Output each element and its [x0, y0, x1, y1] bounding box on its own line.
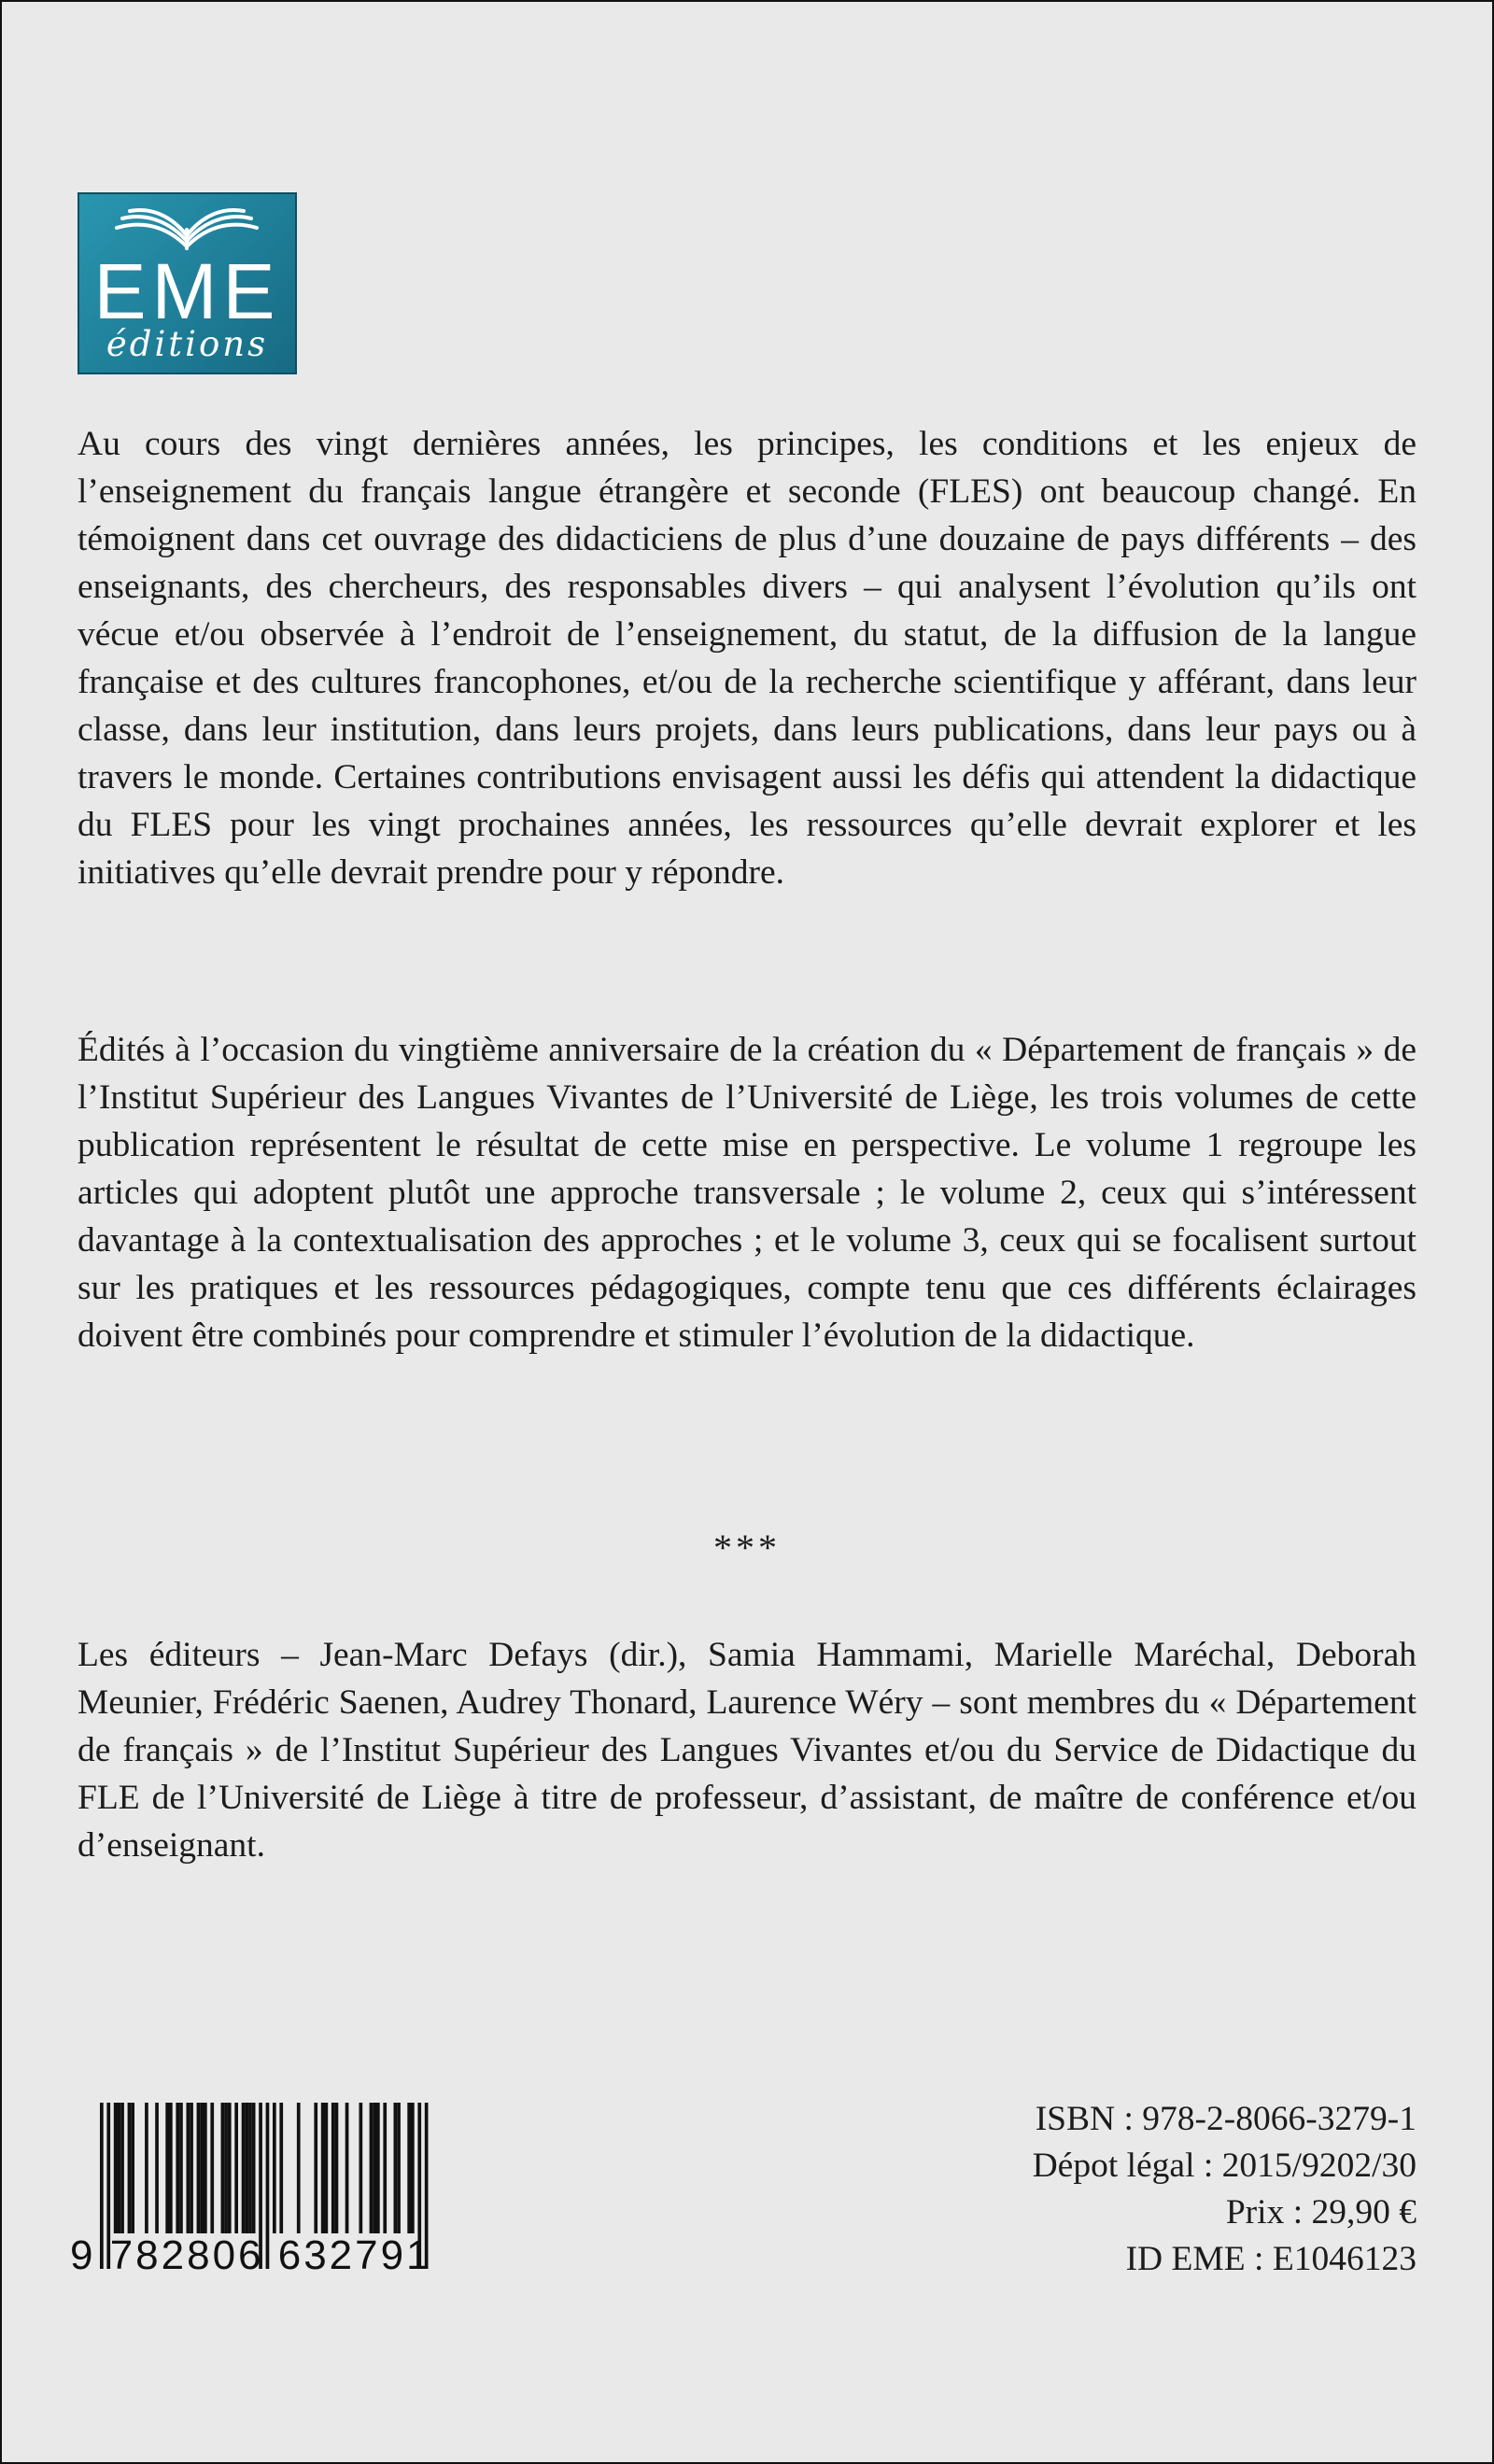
eme-id-text: ID EME : E1046123: [1125, 2240, 1416, 2278]
barcode-bar: [176, 2103, 179, 2233]
barcode-bar: [145, 2103, 148, 2233]
barcode-bar: [114, 2103, 118, 2233]
barcode-bar: [273, 2103, 276, 2233]
barcode-bar: [376, 2103, 380, 2233]
barcode-bar: [252, 2103, 256, 2233]
section-separator: ***: [713, 1527, 781, 1569]
barcode-bar: [242, 2103, 246, 2233]
barcode-bar: [321, 2103, 325, 2233]
barcode-bar: [197, 2103, 201, 2233]
eme-logo: [78, 192, 297, 374]
barcode-bar: [224, 2103, 228, 2233]
barcode-bar: [165, 2103, 169, 2233]
barcode-bar: [155, 2103, 159, 2233]
barcode-bar: [411, 2103, 415, 2233]
barcode-bar: [325, 2103, 329, 2233]
logo-subtitle: éditions: [106, 324, 269, 364]
barcode-bar: [190, 2103, 193, 2233]
barcode-bar: [131, 2103, 134, 2233]
barcode-bar: [383, 2103, 387, 2233]
barcode-bar: [331, 2103, 335, 2233]
editors-paragraph: Les éditeurs – Jean-Marc Defays (dir.), Samia Hammami, Marielle Maréchal, Deborah Meunier, Frédéric Saenen, Audrey Thonard, Laurence Wéry – sont membres du « Département de français » de l’Institut Supérieur des Langues Vivantes et/ou du Service de Didactique du FLE de l’Université de Liège à titre de professeur, d’assistant, de maître de conférence et/ou d’enseignant.: [78, 1636, 1416, 1865]
barcode-bar: [314, 2103, 317, 2233]
barcode-bar: [397, 2103, 401, 2233]
barcode-bar: [297, 2103, 301, 2233]
summary-paragraph: Au cours des vingt dernières années, les principes, les conditions et les enjeux de l’enseignement du français langue étrangère et seconde (FLES) ont beaucoup changé. En témoignent dans cet ouvrage des didacticiens de plus d’une douzaine de pays différents – des enseignants, des chercheurs, des responsables divers – qui analysent l’évolution qu’ils ont vécue et/ou observée à l’endroit de l’enseignement, du statut, de la diffusion de la langue française et des cultures francophones, et/ou de la recherche scientifique y afférant, dans leur classe, dans leur institution, dans leurs projets, dans leurs publications, dans leur pays ou à travers le monde. Certaines contributions envisagent aussi les défis qui attendent la didactique du FLES pour les vingt prochaines années, les ressources qu’elle devrait explorer et les initiatives qu’elle devrait prendre pour y répondre.: [78, 425, 1416, 892]
barcode-bar: [169, 2103, 173, 2233]
logo-letters: EME: [93, 247, 281, 335]
barcode-bar: [345, 2103, 349, 2233]
barcode-bar: [187, 2103, 190, 2233]
barcode-bar: [373, 2103, 376, 2233]
barcode-bar: [248, 2103, 252, 2233]
barcode-bar: [359, 2103, 363, 2233]
isbn-text: ISBN : 978-2-8066-3279-1: [1035, 2100, 1416, 2138]
barcode-bar: [245, 2103, 248, 2233]
barcode-bar: [210, 2103, 214, 2233]
volumes-paragraph: Édités à l’occasion du vingtième anniversaire de la création du « Département de français » de l’Institut Supérieur des Langues Vivantes de l’Université de Liège, les trois volumes de cette publication représentent le résultat de cette mise en perspective. Le volume 1 regroupe les articles qui adoptent plutôt une approche transversale ; le volume 2, ceux qui s’intéressent davantage à la contextualisation des approches ; et le volume 3, ceux qui se focalisent surtout sur les pratiques et les ressources pédagogiques, compte tenu que ces différents éclairages doivent être combinés pour comprendre et stimuler l’évolution de la didactique.: [78, 1031, 1416, 1355]
barcode-bar: [407, 2103, 411, 2233]
barcode-bar: [120, 2103, 124, 2233]
barcode-bar: [128, 2103, 132, 2233]
barcode-bar: [335, 2103, 339, 2233]
barcode-digits: 9 782806 632791: [70, 2232, 432, 2278]
barcode-bar: [370, 2103, 374, 2233]
barcode-bar: [279, 2103, 283, 2233]
barcode-bar: [204, 2103, 207, 2233]
barcode-bar: [179, 2103, 183, 2233]
barcode-bar: [394, 2103, 398, 2233]
barcode-bar: [228, 2103, 232, 2233]
bibliographic-info: [1033, 2096, 1416, 2283]
barcode-bar: [234, 2103, 238, 2233]
barcode-bar: [200, 2103, 204, 2233]
barcode-bar: [221, 2103, 225, 2233]
price-text: Prix : 29,90 €: [1225, 2193, 1416, 2232]
legal-deposit-text: Dépot légal : 2015/9202/30: [1032, 2147, 1416, 2185]
barcode-bar: [118, 2103, 121, 2233]
